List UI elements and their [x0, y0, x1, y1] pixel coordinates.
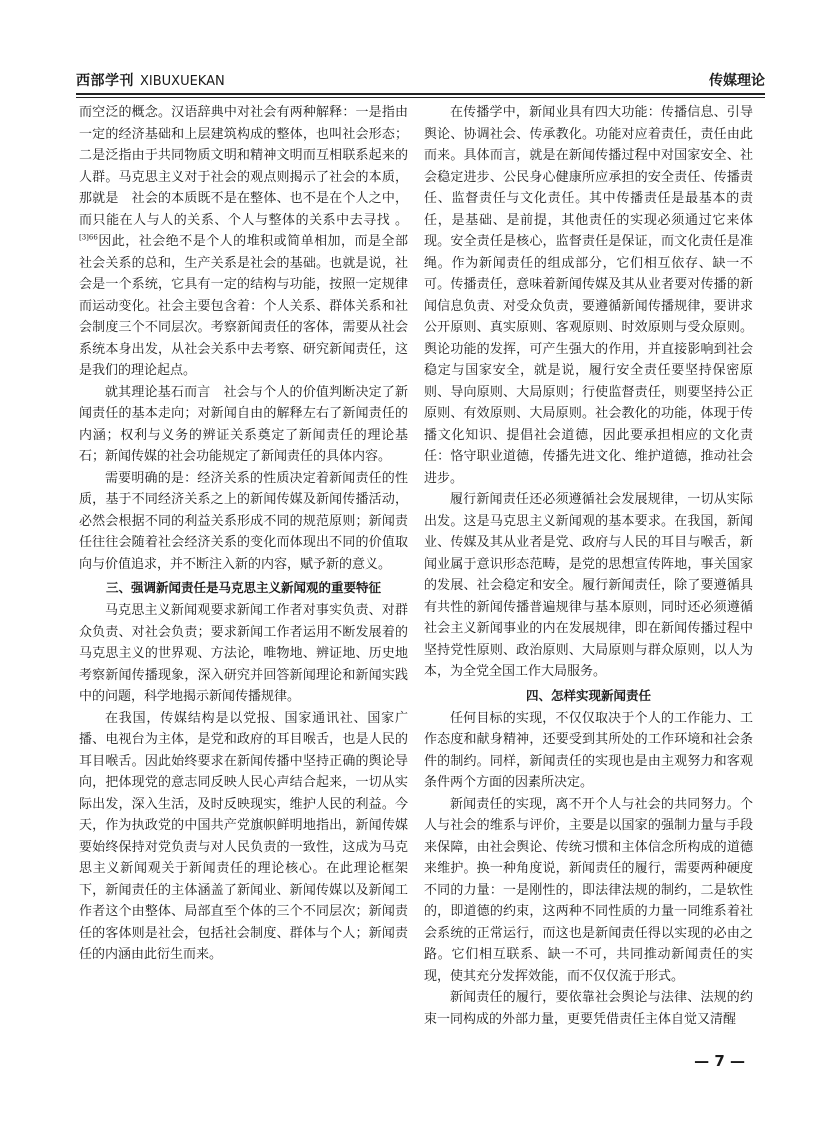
section-heading: 三、强调新闻责任是马克思主义新闻观的重要特征 [105, 580, 381, 595]
paragraph: 新闻责任的履行，要依靠社会舆论与法律、法规的约束一同构成的外部力量，更要凭借责任主体自觉又清醒 [424, 990, 753, 1027]
paragraph [79, 102, 408, 382]
journal-name-pinyin: XIBUXUEKAN [140, 74, 225, 89]
journal-name [76, 70, 225, 90]
paragraph: 新闻责任的实现，离不开个人与社会的共同努力。个人与社会的维系与评价，主要是以国家的强制力量与手段来保障，由社会舆论、传统习惯和主体信念所构成的道德来维护。换一种角度说，新闻责任的履行，需要两种硬度不同的力量：一是刚性的，即法律法规的制约，二是软性的，即道德的约束，这两种不同性质的力量一同维系着社会系统的正常运行，而这也是新闻责任得以实现的必由之路。它们相互联系、缺一不可，共同推动新闻责任的实现，使其充分发挥效能，而不仅仅流于形式。 [424, 796, 753, 984]
section-heading: 四、怎样实现新闻责任 [525, 687, 651, 703]
paragraph: 在我国，传媒结构是以党报、国家通讯社、国家广播、电视台为主体，是党和政府的耳目喉舌，也是人民的耳目喉舌。因此始终要求在新闻传播中坚持正确的舆论导向，把体现党的意志同反映人民心声结合起来，一切从实际出发，深入生活，及时反映现实，维护人民的利益。今天，作为执政党的中国共产党旗帜鲜明地指出，新闻传媒要始终保持对党负责与对人民负责的一致性，这成为马克思主义新闻观关于新闻责任的理论核心。在此理论框架下，新闻责任的主体涵盖了新闻业、新闻传媒以及新闻工作者这个由整体、局部直至个体的三个不同层次；新闻责任的客体则是社会，包括社会制度、群体与个人；新闻责任的内涵由此衍生而来。 [79, 710, 408, 962]
citation: [3]66 [79, 233, 98, 242]
running-header [76, 70, 765, 92]
left-column [79, 102, 408, 966]
paragraph: 在传播学中，新闻业具有四大功能：传播信息、引导舆论、协调社会、传承教化。功能对应着责任，责任由此而来。具体而言，就是在新闻传播过程中对国家安全、社会稳定进步、公民身心健康所应承担的安全责任、传播责任、监督责任与文化责任。其中传播责任是最基本的责任，是基础、是前提，其他责任的实现必须通过它来体现。安全责任是核心，监督责任是保证，而文化责任是准绳。作为新闻责任的组成部分，它们相互依存、缺一不可。传播责任，意味着新闻传媒及其从业者要对传播的新闻信息负责、对受众负责，要遵循新闻传播规律，要讲求公开原则、真实原则、客观原则、时效原则与受众原则。舆论功能的发挥，可产生强大的作用，并直接影响到社会稳定与国家安全，就是说，履行安全责任要坚持保密原则、导向原则、大局原则；行使监督责任，则要坚持公正原则、有效原则、大局原则。社会教化的功能，体现于传播文化知识、提倡社会道德，因此要承担相应的文化责任：恪守职业道德，传播先进文化、维护道德，推动社会进步。 [424, 105, 753, 486]
page-number: — 7 — [694, 1052, 745, 1070]
section-title: 传媒理论 [709, 73, 765, 89]
header-rule-thick [76, 93, 765, 95]
paragraph: 马克思主义新闻观要求新闻工作者对事实负责、对群众负责、对社会负责；要求新闻工作者运用不断发展着的马克思主义的世界观、方法论，唯物地、辨证地、历史地考察新闻传播现象，深入研究并回答新闻理论和新闻实践中的问题，科学地揭示新闻传播规律。 [79, 603, 408, 704]
paragraph-text: 因此，社会绝不是个人的堆积或简单相加，而是全部社会关系的总和，生产关系是社会的基础。也就是说，社会是一个系统，它具有一定的结构与功能，按照一定规律而运动变化。社会主要包含着：个人关系、群体关系和社会制度三个不同层次。考察新闻责任的客体，需要从社会系统本身出发，从社会关系中去考察、研究新闻责任，这是我们的理论起点。 [79, 234, 408, 378]
paragraph: 就其理论基石而言 社会与个人的价值判断决定了新闻责任的基本走向；对新闻自由的解释左右了新闻责任的内涵；权利与义务的辨证关系奠定了新闻责任的理论基石；新闻传媒的社会功能规定了新闻责任的具体内容。 [79, 384, 408, 464]
paragraph: 需要明确的是：经济关系的性质决定着新闻责任的性质，基于不同经济关系之上的新闻传媒及新闻传播活动，必然会根据不同的利益关系形成不同的规范原则；新闻责任往往会随着社会经济关系的变化而体现出不同的价值取向与价值追求，并不断注入新的内容，赋予新的意义。 [79, 470, 408, 572]
paragraph: 任何目标的实现，不仅仅取决于个人的工作能力、工作态度和献身精神，还要受到其所处的工作环境和社会条件的制约。同样，新闻责任的实现也是由主观努力和客观条件两个方面的因素所决定。 [424, 710, 753, 790]
paragraph: 履行新闻责任还必须遵循社会发展规律，一切从实际出发。这是马克思主义新闻观的基本要求。在我国，新闻业、传媒及其从业者是党、政府与人民的耳目与喉舌，新闻业属于意识形态范畴，是党的思想宣传阵地，事关国家的发展、社会稳定和安全。履行新闻责任，除了要遵循具有共性的新闻传播普遍规律与基本原则，同时还必须遵循社会主义新闻事业的内在发展规律，即在新闻传播过程中坚持党性原则、政治原则、大局原则与群众原则，以人为本，为全党全国工作大局服务。 [424, 492, 753, 679]
journal-name-cn: 西部学刊 [76, 73, 134, 89]
header-rule-thin [76, 97, 765, 98]
paragraph-text: 而空泛的概念。汉语辞典中对社会有两种解释：一是指由一定的经济基础和上层建筑构成的整体，也叫社会形态；二是泛指由于共同物质文明和精神文明而互相联系起来的人群。马克思主义对于社会的观点则揭示了社会的本质，那就是 社会的本质既不是在整体、也不是在个人之中，而只能在人与人的关系、个人与整体的关系中去寻找 。 [79, 105, 408, 228]
right-column [424, 102, 753, 1030]
